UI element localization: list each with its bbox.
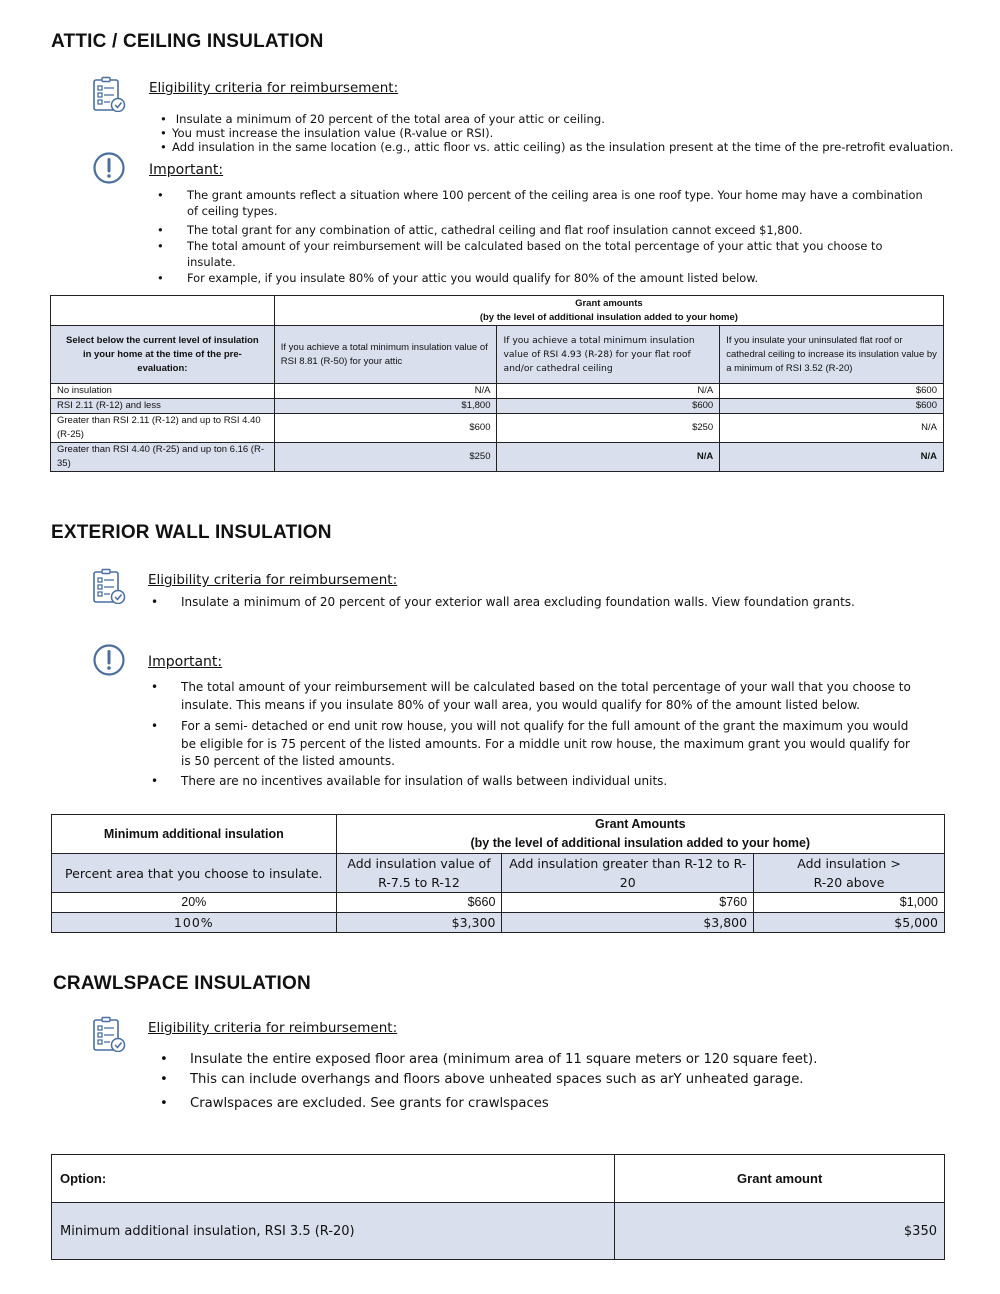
wall-important-list: [181, 679, 921, 790]
list-item: • Crawlspaces are excluded. See grants for crawlspaces: [190, 1094, 950, 1114]
list-item: • The total grant for any combination of attic, cathedral ceiling and flat roof insulation cannot exceed $1,800.: [187, 222, 927, 238]
cell-value: N/A: [274, 384, 497, 399]
empty-header-cell: [51, 296, 275, 326]
grant-amounts-header: [336, 815, 944, 854]
cell-value: $1,800: [274, 399, 497, 414]
select-level-header: Select below the current level of insulation in your home at the time of the pre-evaluation:: [51, 326, 275, 384]
r12-column-header: Add insulation greater than R-12 to R-20: [502, 854, 754, 893]
cell-value: N/A: [720, 443, 944, 472]
grant-header-line-1: Grant amounts: [575, 297, 643, 309]
list-item: • The total amount of your reimbursement will be calculated based on the total percentage of your wall that you choose to insulate. This means if you insulate 80% of your wall area, you would qualify for 80% of the amount listed below.: [181, 679, 921, 714]
grant-header-line-2: (by the level of additional insulation added to your home): [479, 311, 738, 323]
table-row: [52, 913, 945, 933]
grant-header-line-2: (by the level of additional insulation added to your home): [470, 836, 811, 850]
table-row: [52, 893, 945, 913]
attic-important-title: Important:: [149, 162, 224, 178]
cell-value: $3,800: [502, 913, 754, 933]
wall-criteria-list: [181, 594, 961, 610]
r20-column-header: Add insulation > R-20 above: [754, 854, 945, 893]
cell-value: $250: [497, 414, 720, 443]
wall-heading: EXTERIOR WALL INSULATION: [51, 522, 332, 543]
cell-value: $660: [336, 893, 502, 913]
attic-rsi-column-header: If you achieve a total minimum insulation value of RSI 8.81 (R-50) for your attic: [274, 326, 497, 384]
crawl-heading: CRAWLSPACE INSULATION: [53, 973, 311, 994]
cell-value: $250: [274, 443, 497, 472]
cell-value: $600: [274, 414, 497, 443]
list-item: • This can include overhangs and floors above unheated spaces such as arY unheated garage.: [190, 1070, 950, 1090]
wall-criteria-title: Eligibility criteria for reimbursement:: [148, 572, 398, 588]
cell-value: N/A: [497, 384, 720, 399]
table-header-row: [52, 815, 945, 854]
cell-value: $600: [720, 399, 944, 414]
table-row: [51, 414, 944, 443]
flat-roof-column-header: If you achieve a total minimum insulation value of RSI 4.93 (R-28) for your flat roof and/or cathedral ceiling: [497, 326, 720, 384]
uninsulated-roof-column-header: If you insulate your uninsulated flat roof or cathedral ceiling to increase its insulation value by a minimum of RSI 3.52 (R-20): [720, 326, 944, 384]
table-row: [51, 399, 944, 414]
cell-value: N/A: [720, 414, 944, 443]
min-insulation-header: Minimum additional insulation: [52, 815, 337, 854]
table-header-row: [51, 296, 944, 326]
list-item: • The total amount of your reimbursement will be calculated based on the total percentage of your attic that you choose to insulate.: [187, 238, 927, 270]
row-label: Greater than RSI 2.11 (R-12) and up to RSI 4.40 (R-25): [51, 414, 275, 443]
cell-value: $600: [497, 399, 720, 414]
attic-criteria-list: [160, 112, 980, 154]
cell-value: $3,300: [336, 913, 502, 933]
crawl-criteria-list: [190, 1050, 950, 1114]
list-item: • You must increase the insulation value (R-value or RSI).: [160, 126, 980, 140]
row-label: 20%: [52, 893, 337, 913]
grant-amounts-header: [274, 296, 943, 326]
percent-area-header: Percent area that you choose to insulate.: [52, 854, 337, 893]
table-row: [51, 443, 944, 472]
attic-heading: ATTIC / CEILING INSULATION: [51, 31, 324, 52]
checklist-icon: [92, 1016, 126, 1052]
cell-value: N/A: [497, 443, 720, 472]
row-label: Minimum additional insulation, RSI 3.5 (R-20): [52, 1203, 615, 1260]
alert-icon: [92, 150, 126, 186]
list-item: • For example, if you insulate 80% of your attic you would qualify for 80% of the amount listed below.: [187, 270, 927, 286]
wall-important-title: Important:: [148, 654, 223, 670]
grant-header-line-1: Grant Amounts: [595, 817, 686, 831]
wall-grant-table: [51, 814, 945, 933]
crawl-grant-table: [51, 1154, 945, 1260]
crawl-criteria-title: Eligibility criteria for reimbursement:: [148, 1020, 398, 1036]
list-item: • The grant amounts reflect a situation where 100 percent of the ceiling area is one roof type. Your home may have a combination of ceiling types.: [187, 187, 927, 219]
cell-value: $600: [720, 384, 944, 399]
row-label: Greater than RSI 4.40 (R-25) and up ton 6.16 (R-35): [51, 443, 275, 472]
row-label: RSI 2.11 (R-12) and less: [51, 399, 275, 414]
cell-value: $760: [502, 893, 754, 913]
alert-icon: [92, 642, 126, 678]
cell-value: $1,000: [754, 893, 945, 913]
checklist-icon: [92, 76, 126, 112]
row-label: 100%: [52, 913, 337, 933]
checklist-icon: [92, 568, 126, 604]
table-subheader-row: [51, 326, 944, 384]
option-header: Option:: [52, 1155, 615, 1203]
list-item: • There are no incentives available for insulation of walls between individual units.: [181, 773, 921, 791]
list-item: • Add insulation in the same location (e.g., attic floor vs. attic ceiling) as the insulation present at the time of the pre-retrofit evaluation.: [160, 140, 980, 154]
list-item: • For a semi- detached or end unit row house, you will not qualify for the full amount of the grant the maximum you would be eligible for is 75 percent of the listed amounts. For a middle unit row house, the maximum grant you would qualify for is 50 percent of the listed amounts.: [181, 718, 921, 771]
attic-grant-table: [50, 295, 944, 472]
list-item: • Insulate a minimum of 20 percent of your exterior wall area excluding foundation walls. View foundation grants.: [181, 594, 961, 610]
cell-value: $5,000: [754, 913, 945, 933]
table-row: [51, 384, 944, 399]
table-subheader-row: [52, 854, 945, 893]
table-header-row: [52, 1155, 945, 1203]
cell-value: $350: [615, 1203, 945, 1260]
attic-criteria-title: Eligibility criteria for reimbursement:: [149, 80, 399, 96]
list-item: • Insulate the entire exposed floor area (minimum area of 11 square meters or 120 square feet).: [190, 1050, 950, 1070]
attic-important-list: [187, 187, 927, 286]
row-label: No insulation: [51, 384, 275, 399]
table-row: [52, 1203, 945, 1260]
grant-amount-header: Grant amount: [615, 1155, 945, 1203]
r75-column-header: Add insulation value of R-7.5 to R-12: [336, 854, 502, 893]
list-item: • Insulate a minimum of 20 percent of the total area of your attic or ceiling.: [160, 112, 980, 126]
